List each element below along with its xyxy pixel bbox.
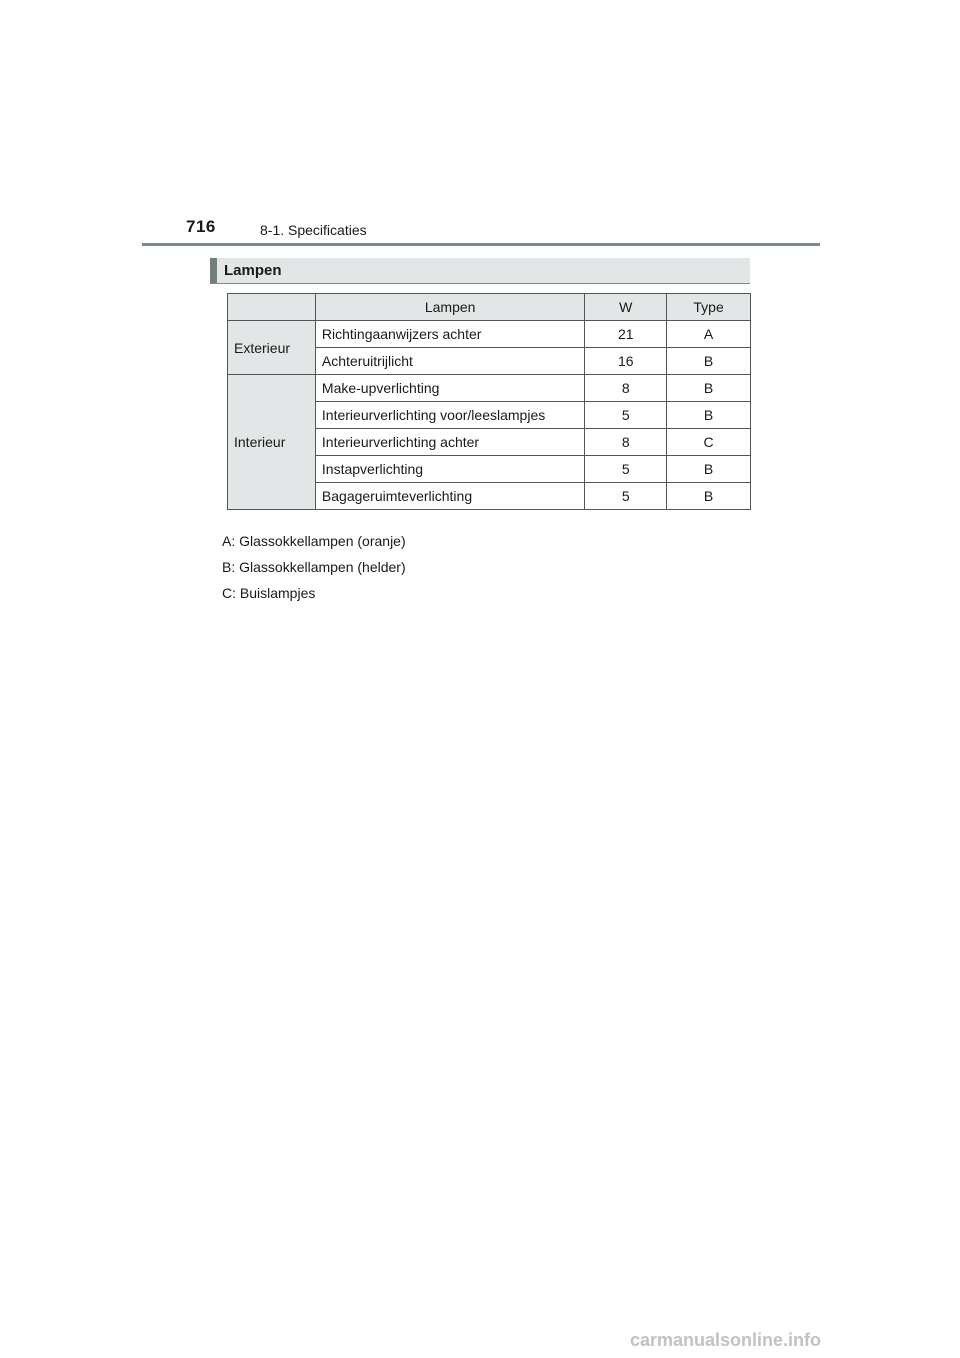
watt-cell: 8 bbox=[585, 429, 667, 456]
watermark: carmanualsonline.info bbox=[630, 1330, 822, 1350]
column-header-watt: W bbox=[585, 294, 667, 321]
type-cell: A bbox=[667, 321, 751, 348]
section-title-bar bbox=[210, 258, 750, 284]
lamp-spec-table bbox=[227, 293, 751, 510]
type-cell: B bbox=[667, 348, 751, 375]
header-rule bbox=[142, 243, 820, 246]
notes bbox=[222, 528, 406, 606]
type-cell: B bbox=[667, 456, 751, 483]
page-number: 716 bbox=[186, 217, 216, 236]
column-header-group bbox=[228, 294, 316, 321]
note-a: A: Glassokkellampen (oranje) bbox=[222, 533, 406, 549]
table-header-row bbox=[228, 294, 751, 321]
table-row bbox=[228, 321, 751, 348]
lamp-cell: Achteruitrijlicht bbox=[315, 348, 585, 375]
section-accent bbox=[210, 258, 217, 283]
watt-cell: 16 bbox=[585, 348, 667, 375]
lamp-cell: Make-upverlichting bbox=[315, 375, 585, 402]
watt-cell: 8 bbox=[585, 375, 667, 402]
section-title: Lampen bbox=[224, 262, 282, 279]
lamp-cell: Bagageruimteverlichting bbox=[315, 483, 585, 510]
column-header-type: Type bbox=[667, 294, 751, 321]
type-cell: C bbox=[667, 429, 751, 456]
watt-cell: 5 bbox=[585, 483, 667, 510]
note-c: C: Buislampjes bbox=[222, 585, 316, 601]
type-cell: B bbox=[667, 483, 751, 510]
type-cell: B bbox=[667, 402, 751, 429]
section-header: 8-1. Specificaties bbox=[260, 222, 367, 238]
group-cell-interieur: Interieur bbox=[228, 375, 316, 510]
watt-cell: 21 bbox=[585, 321, 667, 348]
table-row bbox=[228, 375, 751, 402]
lamp-cell: Interieurverlichting voor/leeslampjes bbox=[315, 402, 585, 429]
watt-cell: 5 bbox=[585, 456, 667, 483]
column-header-lamp: Lampen bbox=[315, 294, 585, 321]
note-b: B: Glassokkellampen (helder) bbox=[222, 559, 406, 575]
lamp-cell: Richtingaanwijzers achter bbox=[315, 321, 585, 348]
lamp-cell: Interieurverlichting achter bbox=[315, 429, 585, 456]
lamp-cell: Instapverlichting bbox=[315, 456, 585, 483]
type-cell: B bbox=[667, 375, 751, 402]
watt-cell: 5 bbox=[585, 402, 667, 429]
group-cell-exterieur: Exterieur bbox=[228, 321, 316, 375]
